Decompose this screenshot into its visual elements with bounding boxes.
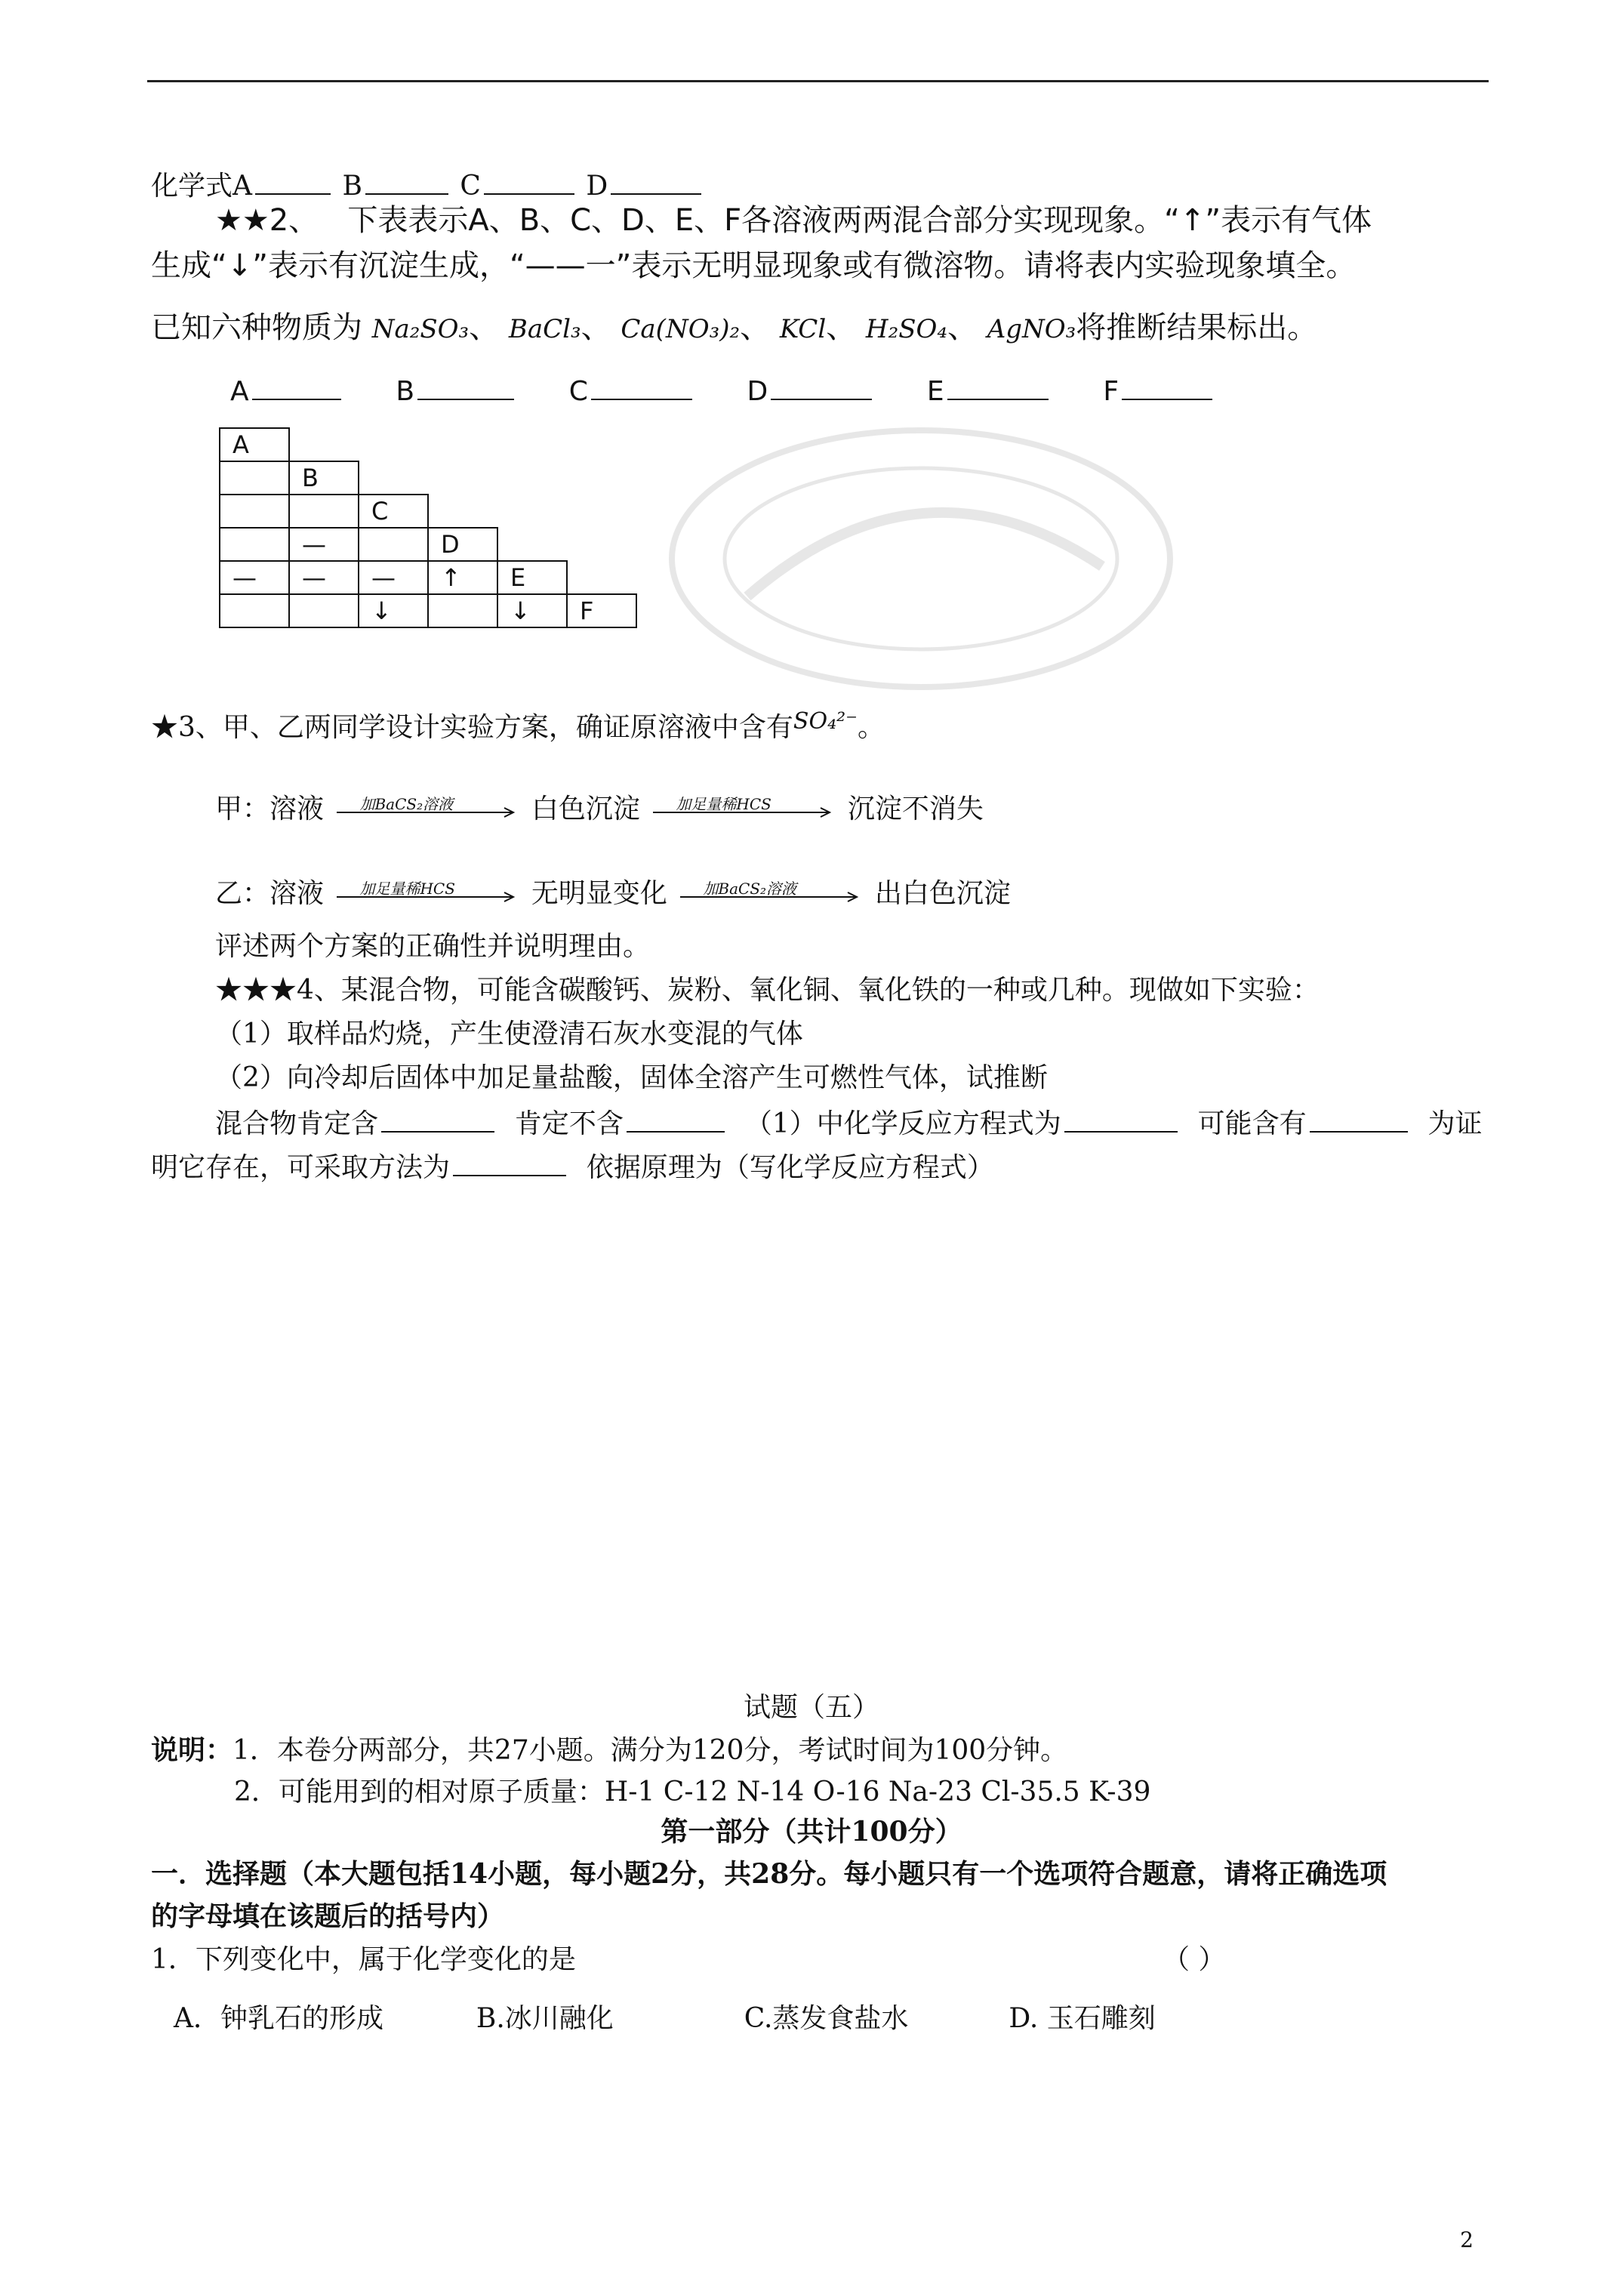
exam-note-2: 2．可能用到的相对原子质量：H-1 C-12 N-14 O-16 Na-23 Cl-35.5 K-39 xyxy=(234,1777,1151,1808)
header-rule xyxy=(147,80,1489,82)
formula-kcl: KCl xyxy=(779,314,827,344)
blank-equation[interactable] xyxy=(1064,1105,1178,1133)
q3-text: 3、甲、乙两同学设计实验方案，确证原溶液中含有 xyxy=(178,712,793,743)
matrix-empty xyxy=(567,495,636,528)
label-b: B xyxy=(342,171,362,202)
arrow-yi-2-cond: 加BaCS₂溶液 xyxy=(703,880,797,898)
q4-step2: （2）向冷却后固体中加足量盐酸，固体全溶产生可燃性气体，试推断 xyxy=(215,1062,1048,1093)
matrix-row xyxy=(220,594,636,627)
option-c[interactable]: C.蒸发食盐水 xyxy=(744,2003,909,2034)
option-d[interactable]: D. 玉石雕刻 xyxy=(1009,2003,1156,2034)
reaction-matrix xyxy=(219,427,637,628)
q2-stars: ★★ xyxy=(215,203,269,238)
answer-label-b: B xyxy=(396,376,415,407)
arrow-jia-2 xyxy=(653,795,834,818)
answer-blank-f[interactable] xyxy=(1122,373,1212,400)
matrix-cell[interactable]: F xyxy=(567,594,636,627)
yi-end: 出白色沉淀 xyxy=(874,878,1011,909)
arrow-jia-1 xyxy=(337,795,518,818)
q4-line1 xyxy=(215,974,1320,1007)
q4-must-not: 肯定不含 xyxy=(514,1108,624,1139)
q4-line4 xyxy=(151,1149,994,1185)
matrix-cell[interactable] xyxy=(220,461,289,495)
sulfate-ion: SO₄²⁻ xyxy=(793,708,858,735)
matrix-row xyxy=(220,528,636,561)
matrix-cell[interactable]: — xyxy=(289,561,359,594)
answer-parentheses[interactable]: （ ） xyxy=(1163,1944,1226,1975)
matrix-empty xyxy=(497,428,567,461)
blank-d[interactable] xyxy=(611,168,701,195)
q2-line1 xyxy=(215,204,1372,237)
matrix-cell[interactable]: C xyxy=(359,495,428,528)
q4-may-contain: 可能含有 xyxy=(1197,1108,1307,1139)
matrix-row xyxy=(220,428,636,461)
jia-label: 甲：溶液 xyxy=(215,794,325,824)
q4-method: 明它存在，可采取方法为 xyxy=(151,1152,451,1183)
note-label: 说明： xyxy=(151,1734,233,1766)
option-a[interactable]: A．钟乳石的形成 xyxy=(174,2003,383,2034)
matrix-empty xyxy=(497,528,567,561)
section-one-heading-cont: 的字母填在该题后的括号内） xyxy=(151,1900,505,1932)
arrow-yi-2 xyxy=(680,880,861,902)
formula-label: 化学式A xyxy=(151,171,252,202)
answer-label-f: F xyxy=(1103,376,1119,407)
matrix-empty xyxy=(497,495,567,528)
blank-must-contain[interactable] xyxy=(381,1105,494,1133)
yi-label: 乙：溶液 xyxy=(215,878,325,909)
matrix-cell[interactable]: ↓ xyxy=(497,594,567,627)
watermark-logo xyxy=(657,400,1185,717)
scheme-yi xyxy=(215,877,1011,911)
answer-blank-b[interactable] xyxy=(417,373,514,400)
matrix-cell[interactable] xyxy=(289,594,359,627)
q2-text-c-pre: 已知六种物质为 xyxy=(151,310,362,345)
q3-comment: 评述两个方案的正确性并说明理由。 xyxy=(215,931,651,962)
matrix-cell[interactable] xyxy=(220,495,289,528)
formula-h2so4: H₂SO₄ xyxy=(865,314,947,344)
blank-b[interactable] xyxy=(365,168,448,195)
matrix-empty xyxy=(567,561,636,594)
q4-line3 xyxy=(215,1105,1483,1141)
matrix-cell[interactable]: A xyxy=(220,428,289,461)
yi-mid: 无明显变化 xyxy=(531,878,667,909)
scheme-jia xyxy=(215,793,984,826)
blank-c[interactable] xyxy=(484,168,574,195)
sep-3: 、 xyxy=(740,310,771,345)
matrix-cell[interactable] xyxy=(428,594,497,627)
answer-label-a: A xyxy=(230,376,249,407)
matrix-cell[interactable]: ↑ xyxy=(428,561,497,594)
page-number: 2 xyxy=(1460,2227,1474,2252)
q4-text: 4、某混合物，可能含碳酸钙、炭粉、氧化铜、氧化铁的一种或几种。现做如下实验： xyxy=(297,975,1320,1006)
q3-end: 。 xyxy=(857,712,885,743)
q4-step1: （1）取样品灼烧，产生使澄清石灰水变混的气体 xyxy=(215,1019,803,1049)
sep-4: 、 xyxy=(826,310,857,345)
blank-may-contain[interactable] xyxy=(1310,1105,1408,1133)
matrix-empty xyxy=(567,528,636,561)
matrix-cell[interactable] xyxy=(359,528,428,561)
q3-line1 xyxy=(151,708,885,746)
label-c: C xyxy=(460,171,481,202)
blank-method[interactable] xyxy=(453,1149,566,1176)
matrix-empty xyxy=(289,428,359,461)
q4-principle: 依据原理为（写化学反应方程式） xyxy=(586,1152,994,1183)
answer-label-c: C xyxy=(568,376,588,407)
q2-text-b: 生成“↓”表示有沉淀生成，“——一”表示无明显现象或有微溶物。请将表内实验现象填全。 xyxy=(151,248,1357,283)
section-one-heading: 一．选择题（本大题包括14小题，每小题2分，共28分。每小题只有一个选项符合题意，请将正确选项 xyxy=(151,1858,1387,1890)
arrow-jia-2-cond: 加足量稀HCS xyxy=(676,795,771,813)
answer-label-d: D xyxy=(747,376,768,407)
blank-a[interactable] xyxy=(255,168,331,195)
matrix-cell[interactable] xyxy=(289,495,359,528)
answer-blank-a[interactable] xyxy=(252,373,341,400)
q2-line2 xyxy=(151,249,1356,282)
question-1: 1．下列变化中，属于化学变化的是 xyxy=(151,1944,576,1975)
matrix-cell[interactable]: E xyxy=(497,561,567,594)
blank-must-not[interactable] xyxy=(627,1105,725,1133)
answer-blank-d[interactable] xyxy=(771,373,872,400)
note-1-text: 1．本卷分两部分，共27小题。满分为120分，考试时间为100分钟。 xyxy=(233,1735,1068,1766)
sep-1: 、 xyxy=(469,310,500,345)
matrix-cell[interactable] xyxy=(220,594,289,627)
matrix-cell[interactable] xyxy=(220,528,289,561)
q3-star: ★ xyxy=(151,712,179,743)
matrix-cell[interactable]: — xyxy=(220,561,289,594)
matrix-cell[interactable]: ↓ xyxy=(359,594,428,627)
answer-blank-e[interactable] xyxy=(947,373,1049,400)
q2-number: 2、 xyxy=(269,203,319,238)
arrow-yi-1-cond: 加足量稀HCS xyxy=(359,880,455,898)
arrow-jia-1-cond: 加BaCS₂溶液 xyxy=(359,795,454,813)
matrix-empty xyxy=(359,461,428,495)
sep-5: 、 xyxy=(947,310,978,345)
option-b[interactable]: B.冰川融化 xyxy=(476,2003,614,2034)
matrix-cell[interactable]: B xyxy=(289,461,359,495)
part-one-title: 第一部分（共计100分） xyxy=(661,1816,962,1848)
formula-line xyxy=(151,168,704,203)
matrix-empty xyxy=(428,495,497,528)
answer-blank-c[interactable] xyxy=(591,373,692,400)
formula-cano32: Ca(NO₃)₂ xyxy=(621,314,741,344)
exam-title: 试题（五） xyxy=(743,1692,879,1723)
matrix-row xyxy=(220,495,636,528)
matrix-cell[interactable]: D xyxy=(428,528,497,561)
matrix-empty xyxy=(567,461,636,495)
matrix-row xyxy=(220,461,636,495)
formula-na2so3: Na₂SO₃ xyxy=(371,314,470,344)
q4-equation-label: （1）中化学反应方程式为 xyxy=(744,1108,1061,1139)
matrix-cell[interactable]: — xyxy=(359,561,428,594)
q4-to-prove: 为证 xyxy=(1427,1108,1483,1139)
matrix-empty xyxy=(497,461,567,495)
matrix-empty xyxy=(567,428,636,461)
sep-2: 、 xyxy=(581,310,611,345)
formula-agno3: AgNO₃ xyxy=(987,314,1076,344)
answer-label-e: E xyxy=(926,376,944,407)
matrix-cell[interactable]: — xyxy=(289,528,359,561)
exam-note-1 xyxy=(151,1734,1067,1767)
formula-bacl3: BaCl₃ xyxy=(508,314,581,344)
matrix-empty xyxy=(428,428,497,461)
jia-end: 沉淀不消失 xyxy=(847,794,984,824)
label-d: D xyxy=(586,171,608,202)
q2-line3 xyxy=(151,311,1317,346)
jia-mid: 白色沉淀 xyxy=(531,794,640,824)
q4-must-contain: 混合物肯定含 xyxy=(215,1108,379,1139)
matrix-row xyxy=(220,561,636,594)
q2-text-c-post: 将推断结果标出。 xyxy=(1076,310,1318,345)
matrix-empty xyxy=(359,428,428,461)
q2-text-a: 下表表示A、B、C、D、E、F各溶液两两混合部分实现现象。“↑”表示有气体 xyxy=(347,203,1372,238)
q4-stars: ★★★ xyxy=(215,975,297,1006)
matrix-empty xyxy=(428,461,497,495)
question-1-options xyxy=(174,2002,1156,2036)
arrow-yi-1 xyxy=(337,880,518,902)
